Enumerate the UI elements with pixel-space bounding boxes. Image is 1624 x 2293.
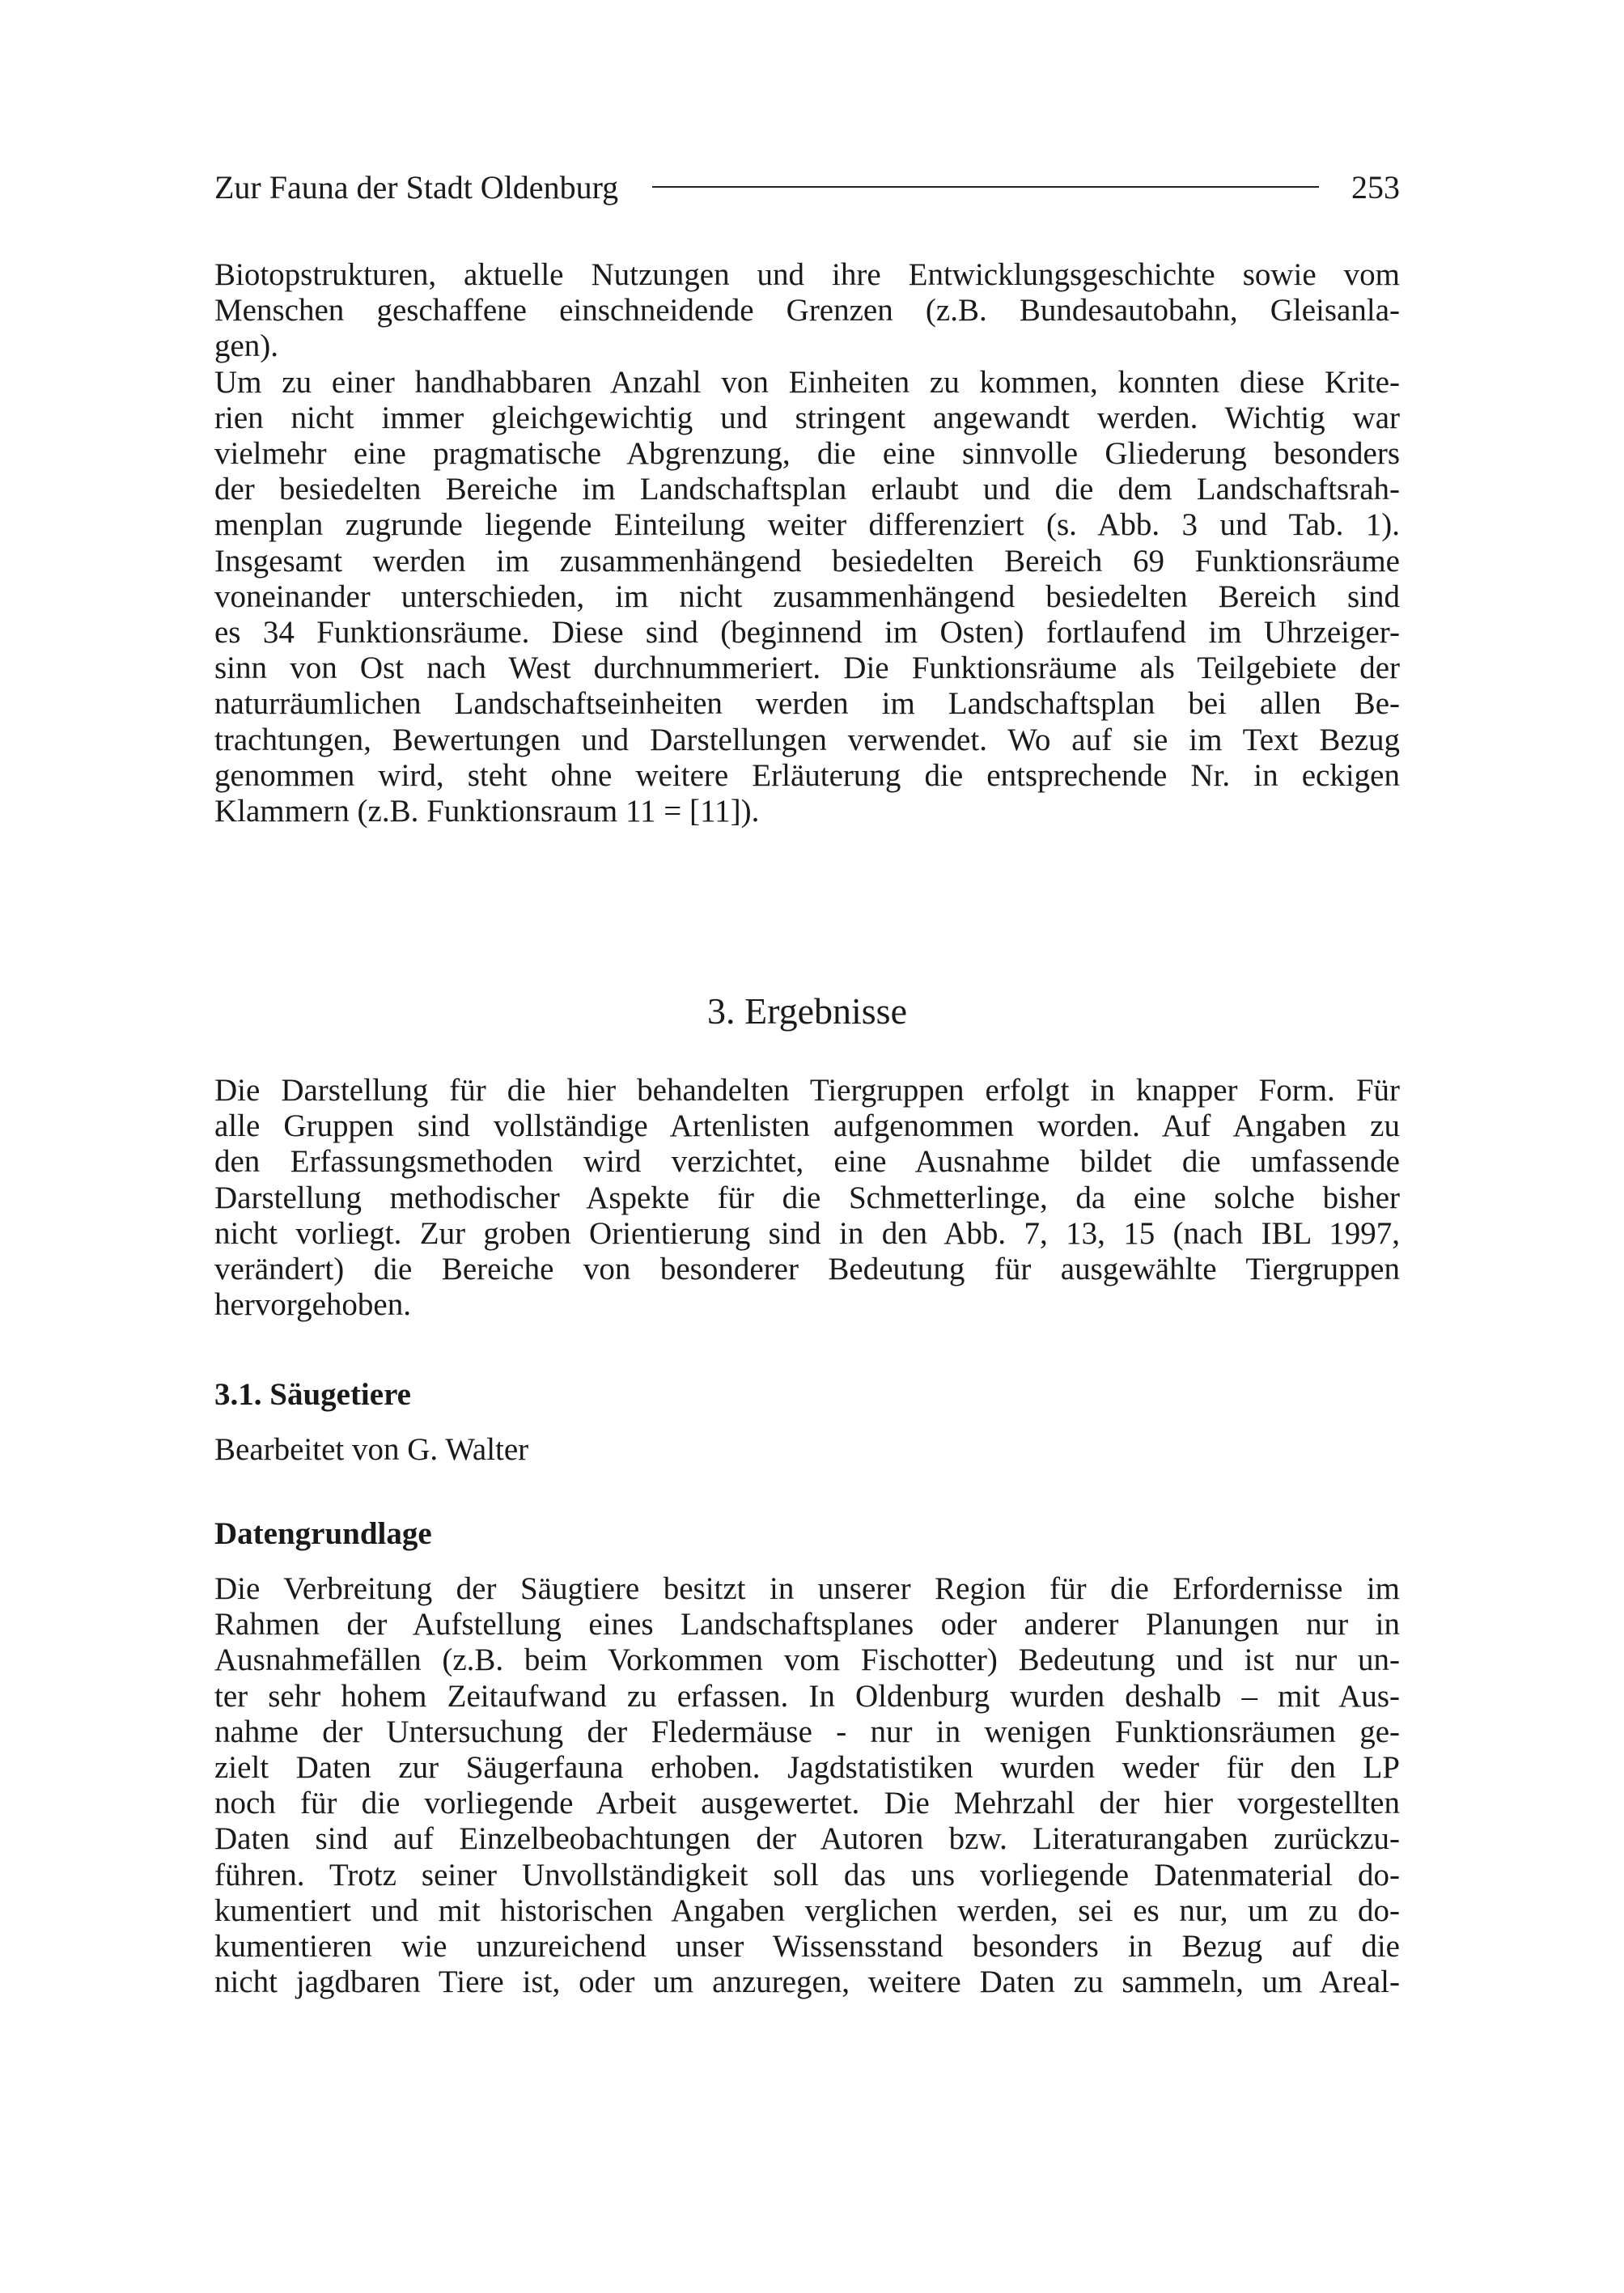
text-line: kumentiert und mit historischen Angaben verglichen werden, sei es nur, um zu do- bbox=[214, 1892, 1400, 1928]
datengrundlage-text bbox=[214, 1571, 1400, 2000]
text-line: der besiedelten Bereiche im Landschaftsplan erlaubt und die dem Landschaftsrah- bbox=[214, 472, 1400, 507]
datengrundlage-heading: Datengrundlage bbox=[214, 1516, 432, 1551]
text-line: sinn von Ost nach West durchnummeriert. Die Funktionsräume als Teilgebiete der bbox=[214, 651, 1400, 686]
text-line: Klammern (z.B. Funktionsraum 11 = [11]). bbox=[214, 794, 760, 829]
text-line: naturräumlichen Landschaftseinheiten werden im Landschaftsplan bei allen Be- bbox=[214, 686, 1400, 722]
text-line: nahme der Untersuchung der Fledermäuse - nur in wenigen Funktionsräumen ge- bbox=[214, 1714, 1400, 1749]
running-head-title: Zur Fauna der Stadt Oldenburg bbox=[214, 168, 619, 206]
text-line: Rahmen der Aufstellung eines Landschaftsplanes oder anderer Planungen nur in bbox=[214, 1607, 1400, 1642]
text-line: Ausnahmefällen (z.B. beim Vorkommen vom Fischotter) Bedeutung und ist nur un- bbox=[214, 1642, 1400, 1678]
text-line: Menschen geschaffene einschneidende Grenzen (z.B. Bundesautobahn, Gleisanla- bbox=[214, 293, 1400, 328]
text-line: zielt Daten zur Säugerfauna erhoben. Jagdstatistiken wurden weder für den LP bbox=[214, 1750, 1400, 1786]
text-line: verändert) die Bereiche von besonderer Bedeutung für ausgewählte Tiergruppen bbox=[214, 1252, 1400, 1287]
text-line: menplan zugrunde liegende Einteilung weiter differenziert (s. Abb. 3 und Tab. 1). bbox=[214, 507, 1400, 543]
text-line: voneinander unterschieden, im nicht zusammenhängend besiedelten Bereich sind bbox=[214, 579, 1400, 614]
text-line: rien nicht immer gleichgewichtig und stringent angewandt werden. Wichtig war bbox=[214, 400, 1400, 435]
text-line: alle Gruppen sind vollständige Artenlisten aufgenommen worden. Auf Angaben zu bbox=[214, 1108, 1400, 1144]
intro-text bbox=[214, 257, 1400, 829]
text-line: trachtungen, Bewertungen und Darstellungen verwendet. Wo auf sie im Text Bezug bbox=[214, 722, 1400, 757]
text-line: Insgesamt werden im zusammenhängend besiedelten Bereich 69 Funktionsräume bbox=[214, 543, 1400, 579]
text-line: es 34 Funktionsräume. Diese sind (beginnend im Osten) fortlaufend im Uhrzeiger- bbox=[214, 615, 1400, 651]
running-head bbox=[214, 167, 1400, 207]
text-line: Um zu einer handhabbaren Anzahl von Einheiten zu kommen, konnten diese Krite- bbox=[214, 364, 1400, 400]
text-line: Darstellung methodischer Aspekte für die Schmetterlinge, da eine solche bisher bbox=[214, 1180, 1400, 1215]
page-number: 253 bbox=[1351, 168, 1400, 206]
subsection-title: 3.1. Säugetiere bbox=[214, 1377, 411, 1412]
datengrundlage-paragraph bbox=[214, 1571, 1400, 2000]
text-line: führen. Trotz seiner Unvollständigkeit soll das uns vorliegende Datenmaterial do- bbox=[214, 1857, 1400, 1892]
text-line: gen). bbox=[214, 328, 279, 364]
text-line: nicht jagdbaren Tiere ist, oder um anzuregen, weitere Daten zu sammeln, um Areal- bbox=[214, 1965, 1400, 2000]
results-text bbox=[214, 1073, 1400, 1323]
text-line: Die Verbreitung der Säugtiere besitzt in unserer Region für die Erfordernisse im bbox=[214, 1571, 1400, 1606]
text-line: nicht vorliegt. Zur groben Orientierung sind in den Abb. 7, 13, 15 (nach IBL 1997, bbox=[214, 1215, 1400, 1251]
text-line: Biotopstrukturen, aktuelle Nutzungen und ihre Entwicklungsgeschichte sowie vom bbox=[214, 257, 1400, 292]
running-head-rule bbox=[652, 186, 1319, 188]
text-line: Daten sind auf Einzelbeobachtungen der Autoren bzw. Literaturangaben zurückzu- bbox=[214, 1821, 1400, 1857]
text-line: Die Darstellung für die hier behandelten Tiergruppen erfolgt in knapper Form. Für bbox=[214, 1073, 1400, 1108]
subsection-author: Bearbeitet von G. Walter bbox=[214, 1432, 529, 1467]
results-paragraph bbox=[214, 1073, 1400, 1323]
intro-paragraph bbox=[214, 257, 1400, 829]
text-line: genommen wird, steht ohne weitere Erläuterung die entsprechende Nr. in eckigen bbox=[214, 757, 1400, 793]
text-line: ter sehr hohem Zeitaufwand zu erfassen. In Oldenburg wurden deshalb – mit Aus- bbox=[214, 1678, 1400, 1714]
text-line: vielmehr eine pragmatische Abgrenzung, die eine sinnvolle Gliederung besonders bbox=[214, 436, 1400, 472]
text-line: hervorgehoben. bbox=[214, 1287, 411, 1323]
text-line: kumentieren wie unzureichend unser Wissensstand besonders in Bezug auf die bbox=[214, 1929, 1400, 1965]
text-line: den Erfassungsmethoden wird verzichtet, eine Ausnahme bildet die umfassende bbox=[214, 1144, 1400, 1180]
text-line: noch für die vorliegende Arbeit ausgewertet. Die Mehrzahl der hier vorgestellten bbox=[214, 1786, 1400, 1821]
section-title: 3. Ergebnisse bbox=[706, 990, 907, 1032]
